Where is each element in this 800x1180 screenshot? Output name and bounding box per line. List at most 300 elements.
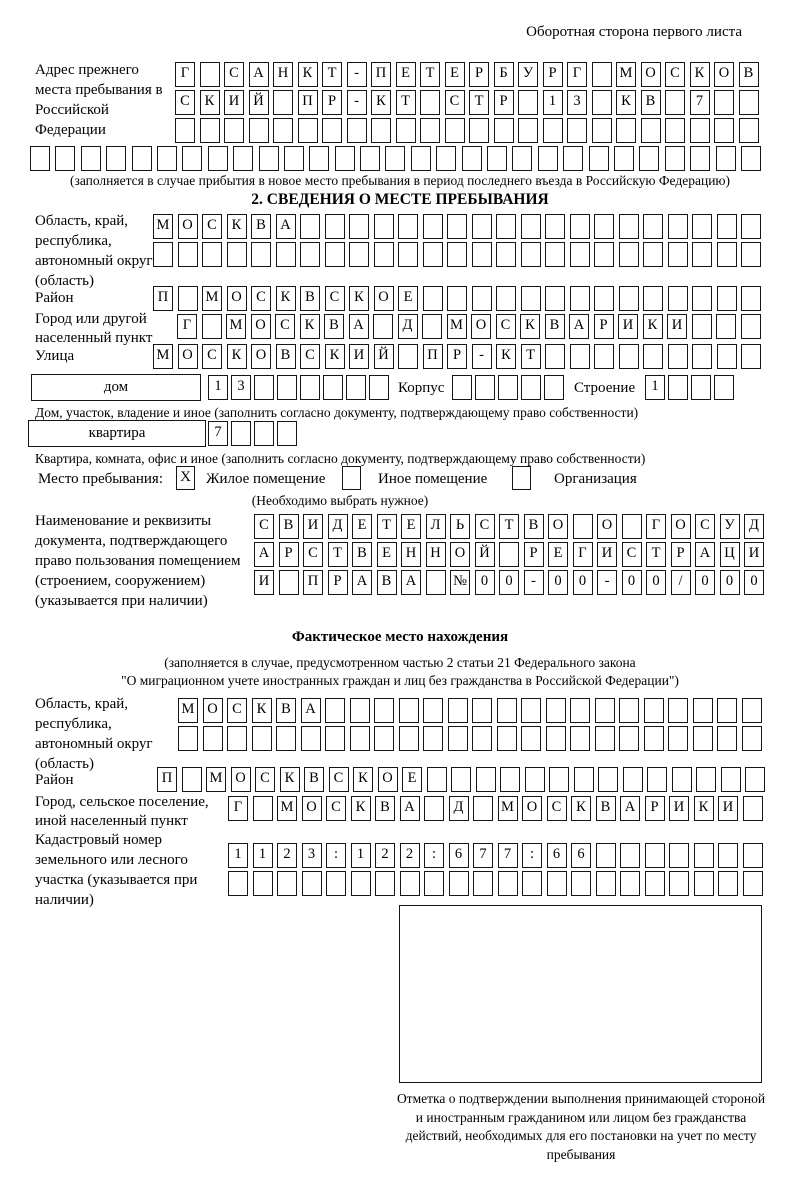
- char-cell[interactable]: [473, 871, 493, 896]
- char-cell[interactable]: Н: [426, 542, 446, 567]
- char-cell[interactable]: [349, 242, 369, 267]
- char-cell[interactable]: /: [671, 570, 691, 595]
- char-cell[interactable]: [665, 90, 685, 115]
- char-cell[interactable]: -: [347, 90, 367, 115]
- char-cell[interactable]: [692, 214, 712, 239]
- char-cell[interactable]: [619, 242, 639, 267]
- char-cell[interactable]: Г: [228, 796, 248, 821]
- char-cell[interactable]: [545, 344, 565, 369]
- char-cell[interactable]: [374, 242, 394, 267]
- char-cell[interactable]: [643, 214, 663, 239]
- char-cell[interactable]: [182, 767, 202, 792]
- char-cell[interactable]: [300, 242, 320, 267]
- char-cell[interactable]: [742, 698, 762, 723]
- char-cell[interactable]: А: [620, 796, 640, 821]
- char-cell[interactable]: О: [231, 767, 251, 792]
- char-cell[interactable]: [423, 214, 443, 239]
- char-cell[interactable]: Р: [328, 570, 348, 595]
- char-cell[interactable]: [249, 118, 269, 143]
- char-cell[interactable]: [276, 726, 296, 751]
- char-cell[interactable]: :: [424, 843, 444, 868]
- char-cell[interactable]: [273, 90, 293, 115]
- char-cell[interactable]: С: [496, 314, 516, 339]
- char-cell[interactable]: [742, 726, 762, 751]
- char-cell[interactable]: [422, 314, 442, 339]
- char-cell[interactable]: [741, 344, 761, 369]
- char-cell[interactable]: Е: [352, 514, 372, 539]
- char-cell[interactable]: 6: [449, 843, 469, 868]
- char-cell[interactable]: 2: [277, 843, 297, 868]
- char-cell[interactable]: [233, 146, 253, 171]
- char-cell[interactable]: [694, 871, 714, 896]
- char-cell[interactable]: В: [596, 796, 616, 821]
- char-cell[interactable]: [668, 344, 688, 369]
- char-cell[interactable]: В: [739, 62, 759, 87]
- char-cell[interactable]: В: [276, 698, 296, 723]
- char-cell[interactable]: [487, 146, 507, 171]
- char-cell[interactable]: [426, 570, 446, 595]
- char-cell[interactable]: С: [202, 214, 222, 239]
- char-cell[interactable]: [175, 118, 195, 143]
- char-cell[interactable]: [462, 146, 482, 171]
- char-cell[interactable]: О: [178, 214, 198, 239]
- char-cell[interactable]: [81, 146, 101, 171]
- char-cell[interactable]: [400, 871, 420, 896]
- char-cell[interactable]: [472, 286, 492, 311]
- char-cell[interactable]: В: [276, 344, 296, 369]
- char-cell[interactable]: [543, 118, 563, 143]
- stay-place-checkbox-organization[interactable]: [512, 466, 531, 490]
- char-cell[interactable]: 1: [351, 843, 371, 868]
- char-cell[interactable]: С: [303, 542, 323, 567]
- char-cell[interactable]: Ь: [450, 514, 470, 539]
- char-cell[interactable]: С: [255, 767, 275, 792]
- char-cell[interactable]: О: [471, 314, 491, 339]
- char-cell[interactable]: О: [227, 286, 247, 311]
- char-cell[interactable]: [518, 90, 538, 115]
- char-cell[interactable]: А: [254, 542, 274, 567]
- char-cell[interactable]: [423, 286, 443, 311]
- char-cell[interactable]: [497, 726, 517, 751]
- char-cell[interactable]: [668, 242, 688, 267]
- char-cell[interactable]: [741, 214, 761, 239]
- char-cell[interactable]: [563, 146, 583, 171]
- char-cell[interactable]: М: [498, 796, 518, 821]
- char-cell[interactable]: С: [695, 514, 715, 539]
- char-cell[interactable]: П: [298, 90, 318, 115]
- char-cell[interactable]: Е: [396, 62, 416, 87]
- char-cell[interactable]: [596, 871, 616, 896]
- char-cell[interactable]: [538, 146, 558, 171]
- char-cell[interactable]: М: [153, 344, 173, 369]
- char-cell[interactable]: 0: [744, 570, 764, 595]
- char-cell[interactable]: [692, 242, 712, 267]
- char-cell[interactable]: [30, 146, 50, 171]
- char-cell[interactable]: С: [445, 90, 465, 115]
- char-cell[interactable]: [374, 214, 394, 239]
- char-cell[interactable]: [472, 214, 492, 239]
- char-cell[interactable]: С: [175, 90, 195, 115]
- char-cell[interactable]: [423, 242, 443, 267]
- char-cell[interactable]: Р: [543, 62, 563, 87]
- char-cell[interactable]: [500, 767, 520, 792]
- char-cell[interactable]: [690, 146, 710, 171]
- char-cell[interactable]: К: [349, 286, 369, 311]
- char-cell[interactable]: [203, 726, 223, 751]
- char-cell[interactable]: М: [178, 698, 198, 723]
- char-cell[interactable]: О: [522, 796, 542, 821]
- char-cell[interactable]: 0: [573, 570, 593, 595]
- char-cell[interactable]: [512, 146, 532, 171]
- char-cell[interactable]: 7: [208, 421, 228, 446]
- char-cell[interactable]: [696, 767, 716, 792]
- char-cell[interactable]: [369, 375, 389, 400]
- char-cell[interactable]: [273, 118, 293, 143]
- char-cell[interactable]: [718, 871, 738, 896]
- stay-place-checkbox-other-premises[interactable]: [342, 466, 361, 490]
- char-cell[interactable]: Е: [377, 542, 397, 567]
- char-cell[interactable]: [718, 843, 738, 868]
- char-cell[interactable]: К: [280, 767, 300, 792]
- char-cell[interactable]: [571, 871, 591, 896]
- char-cell[interactable]: О: [450, 542, 470, 567]
- char-cell[interactable]: [326, 871, 346, 896]
- char-cell[interactable]: М: [206, 767, 226, 792]
- char-cell[interactable]: [567, 118, 587, 143]
- char-cell[interactable]: [385, 146, 405, 171]
- char-cell[interactable]: [398, 242, 418, 267]
- char-cell[interactable]: [55, 146, 75, 171]
- char-cell[interactable]: 7: [473, 843, 493, 868]
- char-cell[interactable]: [347, 118, 367, 143]
- char-cell[interactable]: [717, 344, 737, 369]
- char-cell[interactable]: [717, 242, 737, 267]
- char-cell[interactable]: К: [227, 214, 247, 239]
- char-cell[interactable]: [398, 344, 418, 369]
- char-cell[interactable]: [178, 242, 198, 267]
- char-cell[interactable]: [645, 843, 665, 868]
- char-cell[interactable]: [692, 286, 712, 311]
- char-cell[interactable]: [641, 118, 661, 143]
- char-cell[interactable]: Ц: [720, 542, 740, 567]
- char-cell[interactable]: [302, 871, 322, 896]
- char-cell[interactable]: [741, 242, 761, 267]
- char-cell[interactable]: И: [224, 90, 244, 115]
- char-cell[interactable]: [424, 796, 444, 821]
- char-cell[interactable]: Г: [646, 514, 666, 539]
- char-cell[interactable]: [202, 242, 222, 267]
- char-cell[interactable]: [570, 344, 590, 369]
- char-cell[interactable]: Г: [567, 62, 587, 87]
- char-cell[interactable]: Б: [494, 62, 514, 87]
- char-cell[interactable]: [309, 146, 329, 171]
- char-cell[interactable]: Т: [377, 514, 397, 539]
- char-cell[interactable]: А: [301, 698, 321, 723]
- char-cell[interactable]: [644, 698, 664, 723]
- char-cell[interactable]: -: [597, 570, 617, 595]
- char-cell[interactable]: [545, 286, 565, 311]
- char-cell[interactable]: К: [300, 314, 320, 339]
- char-cell[interactable]: [251, 242, 271, 267]
- char-cell[interactable]: [427, 767, 447, 792]
- char-cell[interactable]: А: [249, 62, 269, 87]
- char-cell[interactable]: К: [252, 698, 272, 723]
- char-cell[interactable]: 6: [547, 843, 567, 868]
- char-cell[interactable]: 1: [543, 90, 563, 115]
- char-cell[interactable]: К: [298, 62, 318, 87]
- char-cell[interactable]: [284, 146, 304, 171]
- char-cell[interactable]: А: [276, 214, 296, 239]
- char-cell[interactable]: П: [423, 344, 443, 369]
- char-cell[interactable]: [690, 118, 710, 143]
- char-cell[interactable]: [499, 542, 519, 567]
- char-cell[interactable]: [399, 698, 419, 723]
- char-cell[interactable]: [521, 242, 541, 267]
- char-cell[interactable]: И: [303, 514, 323, 539]
- char-cell[interactable]: [335, 146, 355, 171]
- char-cell[interactable]: У: [518, 62, 538, 87]
- char-cell[interactable]: 0: [646, 570, 666, 595]
- char-cell[interactable]: [570, 698, 590, 723]
- char-cell[interactable]: Т: [396, 90, 416, 115]
- char-cell[interactable]: [574, 767, 594, 792]
- char-cell[interactable]: [448, 698, 468, 723]
- char-cell[interactable]: [619, 698, 639, 723]
- char-cell[interactable]: С: [329, 767, 349, 792]
- char-cell[interactable]: [153, 242, 173, 267]
- char-cell[interactable]: М: [202, 286, 222, 311]
- char-cell[interactable]: Т: [469, 90, 489, 115]
- char-cell[interactable]: [668, 214, 688, 239]
- char-cell[interactable]: [549, 767, 569, 792]
- char-cell[interactable]: В: [251, 214, 271, 239]
- char-cell[interactable]: [346, 375, 366, 400]
- char-cell[interactable]: [350, 726, 370, 751]
- char-cell[interactable]: [375, 871, 395, 896]
- char-cell[interactable]: [721, 767, 741, 792]
- char-cell[interactable]: И: [744, 542, 764, 567]
- char-cell[interactable]: 0: [695, 570, 715, 595]
- char-cell[interactable]: Р: [279, 542, 299, 567]
- char-cell[interactable]: Т: [328, 542, 348, 567]
- char-cell[interactable]: [714, 118, 734, 143]
- char-cell[interactable]: К: [496, 344, 516, 369]
- char-cell[interactable]: Й: [374, 344, 394, 369]
- char-cell[interactable]: С: [547, 796, 567, 821]
- char-cell[interactable]: М: [277, 796, 297, 821]
- char-cell[interactable]: [277, 871, 297, 896]
- char-cell[interactable]: 3: [302, 843, 322, 868]
- char-cell[interactable]: [619, 344, 639, 369]
- char-cell[interactable]: [227, 242, 247, 267]
- char-cell[interactable]: Д: [328, 514, 348, 539]
- char-cell[interactable]: [279, 570, 299, 595]
- char-cell[interactable]: А: [569, 314, 589, 339]
- char-cell[interactable]: -: [472, 344, 492, 369]
- char-cell[interactable]: [589, 146, 609, 171]
- char-cell[interactable]: Т: [322, 62, 342, 87]
- char-cell[interactable]: О: [203, 698, 223, 723]
- char-cell[interactable]: [420, 118, 440, 143]
- char-cell[interactable]: [521, 698, 541, 723]
- char-cell[interactable]: [741, 314, 761, 339]
- char-cell[interactable]: [716, 146, 736, 171]
- char-cell[interactable]: О: [374, 286, 394, 311]
- char-cell[interactable]: [672, 767, 692, 792]
- char-cell[interactable]: 0: [475, 570, 495, 595]
- char-cell[interactable]: М: [226, 314, 246, 339]
- char-cell[interactable]: Г: [175, 62, 195, 87]
- char-cell[interactable]: В: [300, 286, 320, 311]
- char-cell[interactable]: С: [325, 286, 345, 311]
- char-cell[interactable]: Г: [573, 542, 593, 567]
- char-cell[interactable]: Е: [548, 542, 568, 567]
- char-cell[interactable]: 3: [567, 90, 587, 115]
- char-cell[interactable]: С: [251, 286, 271, 311]
- char-cell[interactable]: [325, 242, 345, 267]
- char-cell[interactable]: [716, 314, 736, 339]
- char-cell[interactable]: -: [524, 570, 544, 595]
- char-cell[interactable]: [693, 726, 713, 751]
- char-cell[interactable]: Р: [594, 314, 614, 339]
- char-cell[interactable]: Р: [494, 90, 514, 115]
- char-cell[interactable]: [447, 286, 467, 311]
- char-cell[interactable]: [665, 146, 685, 171]
- char-cell[interactable]: [546, 726, 566, 751]
- char-cell[interactable]: О: [302, 796, 322, 821]
- char-cell[interactable]: [447, 242, 467, 267]
- char-cell[interactable]: П: [157, 767, 177, 792]
- char-cell[interactable]: [399, 726, 419, 751]
- char-cell[interactable]: [132, 146, 152, 171]
- char-cell[interactable]: [616, 118, 636, 143]
- char-cell[interactable]: [472, 242, 492, 267]
- char-cell[interactable]: [420, 90, 440, 115]
- char-cell[interactable]: [620, 843, 640, 868]
- char-cell[interactable]: [202, 314, 222, 339]
- char-cell[interactable]: [595, 726, 615, 751]
- char-cell[interactable]: Н: [273, 62, 293, 87]
- char-cell[interactable]: С: [475, 514, 495, 539]
- char-cell[interactable]: Р: [645, 796, 665, 821]
- char-cell[interactable]: [350, 698, 370, 723]
- char-cell[interactable]: [106, 146, 126, 171]
- char-cell[interactable]: [423, 698, 443, 723]
- char-cell[interactable]: [277, 421, 297, 446]
- char-cell[interactable]: [647, 767, 667, 792]
- char-cell[interactable]: В: [324, 314, 344, 339]
- char-cell[interactable]: [276, 242, 296, 267]
- char-cell[interactable]: [452, 375, 472, 400]
- char-cell[interactable]: И: [597, 542, 617, 567]
- char-cell[interactable]: Д: [449, 796, 469, 821]
- char-cell[interactable]: [518, 118, 538, 143]
- char-cell[interactable]: [374, 698, 394, 723]
- char-cell[interactable]: [475, 375, 495, 400]
- char-cell[interactable]: [570, 286, 590, 311]
- char-cell[interactable]: В: [641, 90, 661, 115]
- char-cell[interactable]: [669, 843, 689, 868]
- char-cell[interactable]: 2: [400, 843, 420, 868]
- char-cell[interactable]: [620, 871, 640, 896]
- char-cell[interactable]: И: [618, 314, 638, 339]
- char-cell[interactable]: Р: [447, 344, 467, 369]
- char-cell[interactable]: В: [304, 767, 324, 792]
- char-cell[interactable]: [592, 118, 612, 143]
- char-cell[interactable]: [182, 146, 202, 171]
- char-cell[interactable]: 0: [622, 570, 642, 595]
- char-cell[interactable]: [619, 286, 639, 311]
- char-cell[interactable]: №: [450, 570, 470, 595]
- char-cell[interactable]: Р: [322, 90, 342, 115]
- char-cell[interactable]: 0: [548, 570, 568, 595]
- char-cell[interactable]: [570, 242, 590, 267]
- char-cell[interactable]: :: [326, 843, 346, 868]
- char-cell[interactable]: [691, 375, 711, 400]
- char-cell[interactable]: У: [720, 514, 740, 539]
- char-cell[interactable]: [445, 118, 465, 143]
- char-cell[interactable]: [472, 698, 492, 723]
- char-cell[interactable]: Т: [646, 542, 666, 567]
- char-cell[interactable]: [496, 242, 516, 267]
- char-cell[interactable]: В: [352, 542, 372, 567]
- char-cell[interactable]: [436, 146, 456, 171]
- char-cell[interactable]: К: [371, 90, 391, 115]
- char-cell[interactable]: К: [200, 90, 220, 115]
- char-cell[interactable]: О: [548, 514, 568, 539]
- char-cell[interactable]: В: [375, 796, 395, 821]
- char-cell[interactable]: [231, 421, 251, 446]
- char-cell[interactable]: [522, 871, 542, 896]
- char-cell[interactable]: [692, 344, 712, 369]
- char-cell[interactable]: [423, 726, 443, 751]
- char-cell[interactable]: Г: [177, 314, 197, 339]
- char-cell[interactable]: [594, 214, 614, 239]
- char-cell[interactable]: К: [353, 767, 373, 792]
- char-cell[interactable]: О: [671, 514, 691, 539]
- char-cell[interactable]: [373, 314, 393, 339]
- char-cell[interactable]: [252, 726, 272, 751]
- char-cell[interactable]: [254, 421, 274, 446]
- char-cell[interactable]: А: [400, 796, 420, 821]
- char-cell[interactable]: [525, 767, 545, 792]
- char-cell[interactable]: [741, 286, 761, 311]
- char-cell[interactable]: М: [153, 214, 173, 239]
- char-cell[interactable]: [259, 146, 279, 171]
- char-cell[interactable]: Л: [426, 514, 446, 539]
- char-cell[interactable]: 1: [228, 843, 248, 868]
- char-cell[interactable]: [669, 871, 689, 896]
- char-cell[interactable]: С: [224, 62, 244, 87]
- char-cell[interactable]: [623, 767, 643, 792]
- char-cell[interactable]: [398, 214, 418, 239]
- char-cell[interactable]: Й: [475, 542, 495, 567]
- char-cell[interactable]: [325, 698, 345, 723]
- char-cell[interactable]: Т: [420, 62, 440, 87]
- char-cell[interactable]: [521, 214, 541, 239]
- char-cell[interactable]: Д: [398, 314, 418, 339]
- char-cell[interactable]: [743, 796, 763, 821]
- char-cell[interactable]: [449, 871, 469, 896]
- char-cell[interactable]: Н: [401, 542, 421, 567]
- char-cell[interactable]: А: [349, 314, 369, 339]
- char-cell[interactable]: Й: [249, 90, 269, 115]
- char-cell[interactable]: С: [227, 698, 247, 723]
- char-cell[interactable]: Т: [499, 514, 519, 539]
- char-cell[interactable]: [227, 726, 247, 751]
- char-cell[interactable]: [739, 90, 759, 115]
- char-cell[interactable]: [573, 514, 593, 539]
